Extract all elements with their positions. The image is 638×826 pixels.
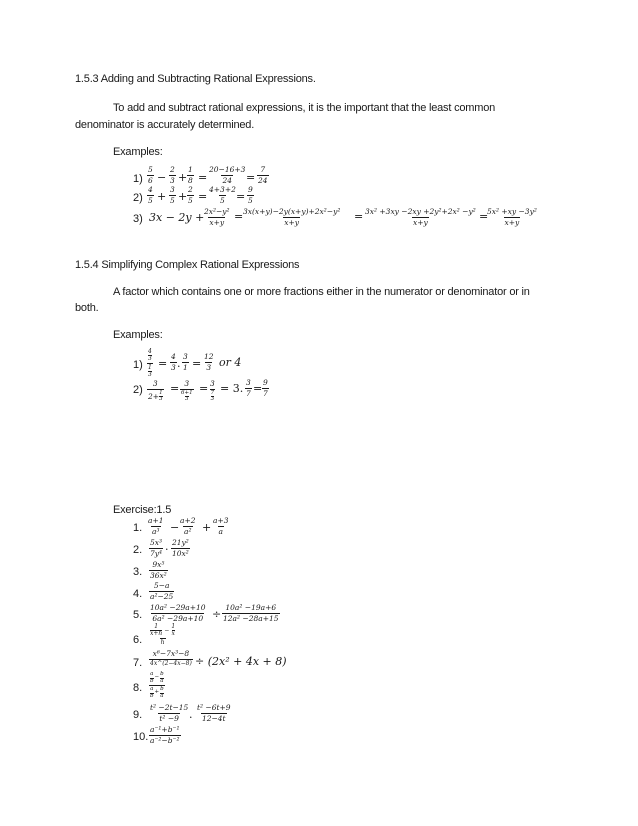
equals-sign: = bbox=[170, 382, 180, 395]
example-number: 2) bbox=[133, 192, 143, 204]
fraction: $\frac{9}{5}$ bbox=[248, 185, 253, 205]
result-text: or 4 bbox=[219, 356, 242, 369]
example-number: 3) bbox=[133, 213, 143, 225]
fraction: $\frac{4}{3}$ bbox=[171, 352, 176, 372]
fraction: $\frac{\text{3x(x+y)−2y(x+y)+2x²−y²}}{x+y}$ bbox=[243, 207, 341, 227]
section-153-paragraph-line2: denominator is accurately determined. bbox=[75, 119, 255, 131]
fraction: $\frac{a+1}{\text{a³}}$ bbox=[148, 516, 164, 536]
section-154-paragraph-line1: A factor which contains one or more fractions either in the numerator or denominator or in bbox=[113, 286, 530, 298]
fraction: $\frac{3}{1}$ bbox=[183, 352, 188, 372]
example-number: 1) bbox=[133, 173, 143, 185]
complex-fraction: 3 7 3 bbox=[210, 379, 215, 402]
exercise-number: 3. bbox=[133, 566, 143, 578]
fraction: $\frac{\text{9x⁵}}{\text{36x²}}$ bbox=[150, 560, 167, 580]
fraction: $\frac{\text{5x² +xy −3y²}}{x+y}$ bbox=[487, 207, 537, 227]
operator: . bbox=[189, 708, 193, 721]
equals-sign: = bbox=[234, 210, 244, 223]
complex-fraction: 4 3 1 3 bbox=[148, 348, 152, 378]
fraction: $\frac{4+3+2}{5}$ bbox=[209, 185, 236, 205]
equals-sign: = bbox=[192, 357, 202, 370]
expression-lead: 3x − 2y + bbox=[149, 211, 205, 224]
exercise-number: 1. bbox=[133, 522, 143, 534]
fraction: $\frac{3}{5}$ bbox=[170, 185, 175, 205]
equals-sign: = bbox=[479, 210, 489, 223]
operator: . bbox=[177, 357, 181, 370]
exercise-number: 8. bbox=[133, 682, 143, 694]
exercise-title: Exercise:1.5 bbox=[113, 504, 172, 516]
exercise-number: 6. bbox=[133, 634, 143, 646]
operator: − bbox=[170, 521, 180, 534]
complex-fraction: 3 2+ $\frac{1}{3}$ bbox=[148, 379, 163, 402]
fraction: $\frac{\text{5x³}}{\text{7y⁴}}$ bbox=[150, 538, 163, 558]
fraction: $\frac{\text{t² −6t+9}}{12-4t}$ bbox=[197, 703, 231, 723]
fraction: $\frac{20-16+3}{24}$ bbox=[209, 165, 246, 185]
complex-fraction: 1 x+h − $\frac{1}{x}$ h bbox=[150, 623, 176, 646]
section-153-examples-label: Examples: bbox=[113, 146, 163, 158]
operator: + bbox=[202, 521, 212, 534]
fraction: $\frac{\text{10a² −29a+10}}{\text{6a² −29a+10}}$ bbox=[150, 603, 206, 623]
exercise-number: 9. bbox=[133, 709, 143, 721]
equals-sign: = bbox=[253, 382, 263, 395]
complex-fraction: 3 6+1 3 bbox=[181, 379, 193, 402]
expression-tail: ÷ (2x² + 4x + 8) bbox=[195, 655, 287, 668]
section-153-paragraph-line1: To add and subtract rational expressions, it is the important that the least common bbox=[113, 102, 496, 114]
fraction: $\frac{2}{3}$ bbox=[170, 165, 175, 185]
operator: ÷ bbox=[212, 608, 222, 621]
section-154-examples-label: Examples: bbox=[113, 329, 163, 341]
operator: + bbox=[178, 171, 188, 184]
fraction: $\frac{4}{5}$ bbox=[148, 185, 153, 205]
exercise-number: 7. bbox=[133, 657, 143, 669]
fraction: $\frac{\text{t² −2t−15}}{\text{t² −9}}$ bbox=[150, 703, 189, 723]
fraction: $\frac{2}{5}$ bbox=[188, 185, 193, 205]
equals-sign: = bbox=[198, 190, 208, 203]
fraction: $\frac{a+2}{\text{a²}}$ bbox=[180, 516, 196, 536]
operator: + bbox=[178, 190, 188, 203]
fraction: x⁶−7x³−8 4x^(2−4x−8) bbox=[150, 649, 192, 667]
equals-sign: = bbox=[246, 171, 256, 184]
section-154-paragraph-line2: both. bbox=[75, 302, 99, 314]
fraction: $\frac{9}{7}$ bbox=[263, 378, 268, 398]
equals-sign: = 3. bbox=[220, 382, 244, 395]
fraction: $\frac{\text{21y²}}{\text{10x²}}$ bbox=[172, 538, 189, 558]
section-154-heading: 1.5.4 Simplifying Complex Rational Expressions bbox=[75, 259, 300, 271]
fraction: $\frac{\text{a⁻¹+b⁻¹}}{\text{a⁻²−b⁻²}}$ bbox=[150, 725, 180, 745]
fraction: $\frac{\text{10a² −19a+6}}{\text{12a² −28a+15}}$ bbox=[223, 603, 279, 623]
fraction: $\frac{5-a}{\text{a²−25}}$ bbox=[150, 581, 174, 601]
operator: − bbox=[157, 171, 167, 184]
equals-sign: = bbox=[199, 382, 209, 395]
fraction: $\frac{\text{2x²−y²}}{x+y}$ bbox=[204, 207, 230, 227]
fraction: $\frac{1}{8}$ bbox=[188, 165, 193, 185]
fraction: $\frac{a+3}{a}$ bbox=[213, 516, 229, 536]
equals-sign: = bbox=[198, 171, 208, 184]
operator: + bbox=[157, 190, 167, 203]
equals-sign: = bbox=[354, 210, 364, 223]
example-number: 1) bbox=[133, 359, 143, 371]
exercise-number: 2. bbox=[133, 544, 143, 556]
operator: . bbox=[165, 540, 169, 553]
fraction: $\frac{5}{6}$ bbox=[148, 165, 153, 185]
complex-fraction: a b − $\frac{b}{a}$ a b + $\frac{b}{a}$ bbox=[150, 671, 164, 699]
exercise-number: 4. bbox=[133, 588, 143, 600]
equals-sign: = bbox=[236, 190, 246, 203]
example-number: 2) bbox=[133, 384, 143, 396]
fraction: $\frac{7}{24}$ bbox=[258, 165, 268, 185]
fraction: $\frac{3}{7}$ bbox=[246, 378, 251, 398]
exercise-number: 5. bbox=[133, 609, 143, 621]
section-153-heading: 1.5.3 Adding and Subtracting Rational Expressions. bbox=[75, 73, 316, 85]
fraction: $\frac{12}{3}$ bbox=[204, 352, 214, 372]
equals-sign: = bbox=[158, 357, 168, 370]
fraction: $\frac{\text{3x² +3xy −2xy +2y²+2x² −y²}}{x+y}$ bbox=[365, 207, 476, 227]
exercise-number: 10. bbox=[133, 731, 149, 743]
